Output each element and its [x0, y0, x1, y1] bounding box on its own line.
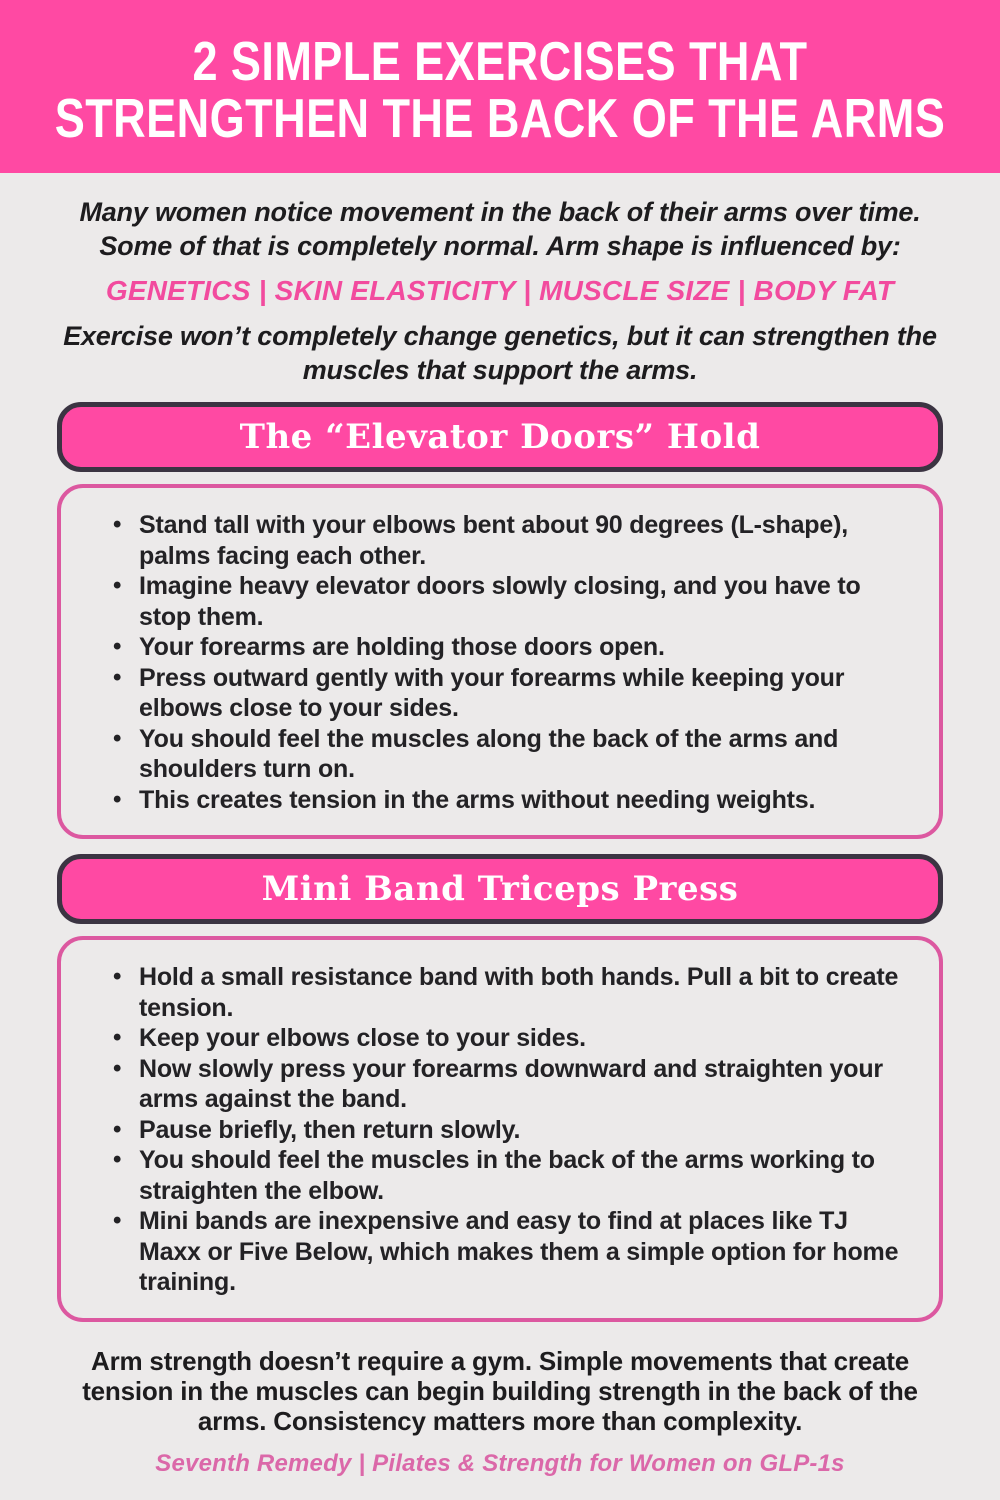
footer: [0, 1346, 1000, 1478]
summary-paragraph: [0, 1346, 1000, 1436]
exercise-note-paragraph: [0, 319, 1000, 387]
list-item: • Pause briefly, then return slowly.: [139, 1115, 909, 1146]
factors-line: GENETICS | SKIN ELASTICITY | MUSCLE SIZE | BODY FAT: [105, 275, 895, 307]
intro-section: [0, 195, 1000, 387]
list-item: • Stand tall with your elbows bent about 90 degrees (L-shape), palms facing each other.: [139, 510, 909, 571]
intro-paragraph: [0, 195, 1000, 263]
bullet-list: [71, 510, 909, 815]
list-item: • Keep your elbows close to your sides.: [139, 1023, 909, 1054]
bullet-box: [57, 484, 943, 839]
summary-line-2: tension in the muscles can begin building strength in the back of the: [82, 1375, 918, 1406]
intro-paragraph-line-2: Some of that is completely normal. Arm shape is influenced by:: [99, 231, 901, 262]
section-title-banner: [57, 402, 943, 472]
list-item: • Now slowly press your forearms downward and straighten your arms against the band.: [139, 1054, 909, 1115]
list-item: • Imagine heavy elevator doors slowly closing, and you have to stop them.: [139, 571, 909, 632]
section-title-banner: [57, 854, 943, 924]
list-item: • Your forearms are holding those doors open.: [139, 632, 909, 663]
list-item: • You should feel the muscles in the back of the arms working to straighten the elbow.: [139, 1145, 909, 1206]
summary-line-3: arms. Consistency matters more than complexity.: [197, 1405, 803, 1436]
list-item: • Mini bands are inexpensive and easy to find at places like TJ Maxx or Five Below, which makes them a simple option for home training.: [139, 1206, 909, 1298]
intro-paragraph-line-1: Many women notice movement in the back of their arms over time.: [79, 197, 921, 227]
section-mini-band-triceps-press: [0, 854, 1000, 1322]
list-item: • Hold a small resistance band with both hands. Pull a bit to create tension.: [139, 962, 909, 1023]
brand-credit: Seventh Remedy | Pilates & Strength for Women on GLP-1s: [155, 1450, 845, 1478]
page-title-line-2: STRENGTHEN THE BACK OF THE ARMS: [54, 86, 946, 149]
section-elevator-doors-hold: [0, 402, 1000, 839]
exercise-note-line-1: Exercise won’t completely change genetics, but it can strengthen the: [63, 321, 937, 352]
exercise-note-line-2: muscles that support the arms.: [302, 355, 698, 386]
page-title-line-1: 2 SIMPLE EXERCISES THAT: [192, 30, 808, 93]
summary-line-1: Arm strength doesn’t require a gym. Simple movements that create: [91, 1345, 909, 1376]
bullet-list: [71, 962, 909, 1298]
page-title: [54, 27, 946, 149]
list-item: • Press outward gently with your forearms while keeping your elbows close to your sides.: [139, 663, 909, 724]
section-title: The “Elevator Doors” Hold: [239, 417, 761, 458]
list-item: • You should feel the muscles along the back of the arms and shoulders turn on.: [139, 724, 909, 785]
section-title: Mini Band Triceps Press: [261, 869, 739, 910]
header-banner: [0, 0, 1000, 173]
list-item: • This creates tension in the arms without needing weights.: [139, 785, 909, 816]
bullet-box: [57, 936, 943, 1322]
